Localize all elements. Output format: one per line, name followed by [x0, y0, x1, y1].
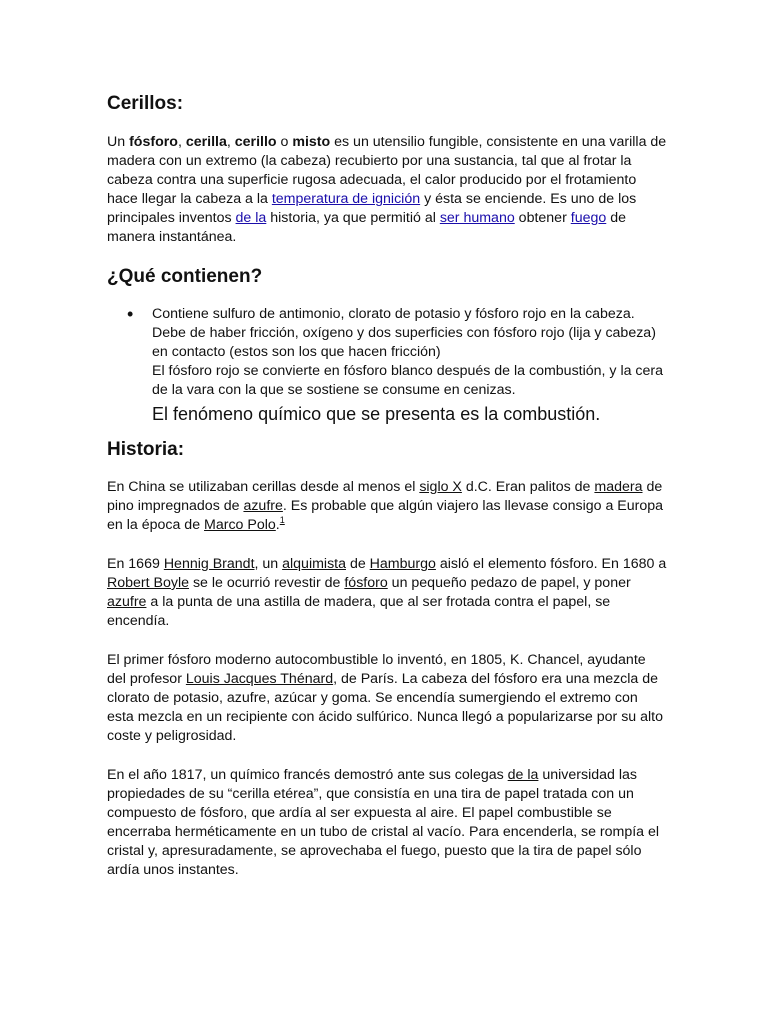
history-text: se le ocurrió revestir de	[189, 575, 345, 591]
history-text: , un	[254, 556, 283, 572]
history-text: universidad las propiedades de su “cerilla etérea”, que consistía en una tira de papel tratada con un compuesto de fósforo, que ardía al ser expuesta al aire. El papel combustible se encerraba herméticamente en un tubo de cristal al vacío. Para encenderla, se rompía el cristal y, apresuradamente, se aprovechaba el fuego, puesto que la tira de papel sólo ardía unos instantes.	[107, 767, 660, 878]
link-marco-polo[interactable]: Marco Polo	[204, 517, 276, 533]
history-text: El primer fósforo moderno autocombustible lo inventó, en 1805, K. Chancel, ayudante del profesor	[107, 652, 646, 687]
document-content	[107, 92, 667, 880]
link-alquimista[interactable]: alquimista	[282, 556, 346, 572]
link-ser-humano[interactable]: ser humano	[439, 210, 515, 226]
history-text: .	[275, 517, 280, 533]
bullet-line: El fósforo rojo se convierte en fósforo blanco después de la combustión, y la cera de la vara con la que se sostiene se consume en cenizas.	[152, 363, 664, 398]
intro-text: es un utensilio fungible, consistente en una varilla de madera con un extremo (la cabeza) recubierto por una sustancia, tal que al frotar la cabeza contra una superficie rugosa adecuada, el calor producido por el frotamiento hace llegar la cabeza a la	[107, 134, 667, 207]
history-text: de	[346, 556, 370, 572]
intro-text: y ésta se enciende. Es uno de los principales inventos	[107, 191, 637, 226]
history-paragraph-4	[107, 766, 667, 880]
term-fosforo: fósforo	[129, 134, 178, 150]
intro-paragraph	[107, 133, 667, 247]
bullet-icon: •	[127, 304, 134, 324]
link-azufre[interactable]: azufre	[243, 498, 283, 514]
intro-text: o	[276, 134, 293, 150]
history-paragraph-3	[107, 651, 667, 746]
link-hennig-brandt[interactable]: Hennig Brandt	[163, 556, 255, 572]
conclusion-text: El fenómeno químico que se presenta es la combustión.	[152, 404, 601, 424]
list-item	[107, 305, 667, 426]
link-de-la[interactable]: de la	[235, 210, 267, 226]
history-text: , de París. La cabeza del fósforo era una mezcla de clorato de potasio, azufre, azúcar y goma. Se encendía sumergiendo el extremo con esta mezcla en un recipiente con ácido sulfúrico. Nunca llegó a popularizarse por su alto coste y peligrosidad.	[107, 671, 663, 744]
heading-que-contienen: ¿Qué contienen?	[107, 266, 263, 287]
link-de-la[interactable]: de la	[507, 767, 539, 783]
link-louis-jacques-thenard[interactable]: Louis Jacques Thénard	[185, 671, 334, 687]
history-text: En 1669	[107, 556, 164, 572]
history-text: . Es probable que algún viajero las llevase consigo a Europa en la época de	[107, 498, 664, 533]
contents-list	[107, 305, 667, 426]
history-text: de pino impregnados de	[107, 479, 663, 514]
link-madera[interactable]: madera	[594, 479, 643, 495]
heading-cerillos: Cerillos:	[107, 93, 184, 114]
intro-text: de manera instantánea.	[107, 210, 626, 245]
history-paragraph-2	[107, 555, 667, 631]
term-cerilla: cerilla	[185, 134, 227, 150]
heading-historia: Historia:	[107, 439, 185, 460]
bullet-line: Contiene sulfuro de antimonio, clorato de potasio y fósforo rojo en la cabeza.	[152, 306, 635, 322]
link-hamburgo[interactable]: Hamburgo	[369, 556, 436, 572]
history-text: d.C. Eran palitos de	[461, 479, 595, 495]
term-cerillo: cerillo	[234, 134, 277, 150]
link-fuego[interactable]: fuego	[570, 210, 607, 226]
history-text: aisló el elemento fósforo. En 1680 a	[435, 556, 667, 572]
intro-text: Un	[107, 134, 130, 150]
intro-text: ,	[226, 134, 235, 150]
link-siglo-x[interactable]: siglo X	[419, 479, 462, 495]
history-text: En China se utilizaban cerillas desde al menos el	[107, 479, 420, 495]
link-temperatura-ignicion[interactable]: temperatura de ignición	[271, 191, 421, 207]
footnote-link[interactable]: 1	[279, 515, 285, 525]
intro-text: obtener	[514, 210, 571, 226]
bullet-line: Debe de haber fricción, oxígeno y dos superficies con fósforo rojo (lija y cabeza) en contacto (estos son los que hacen fricción)	[152, 325, 656, 360]
intro-text: historia, ya que permitió al	[266, 210, 440, 226]
link-azufre[interactable]: azufre	[107, 594, 147, 610]
history-paragraph-1	[107, 478, 667, 535]
history-text: En el año 1817, un químico francés demostró ante sus colegas	[107, 767, 508, 783]
intro-text: ,	[177, 134, 186, 150]
term-misto: misto	[292, 134, 331, 150]
history-text: a la punta de una astilla de madera, que al ser frotada contra el papel, se encendía.	[107, 594, 611, 629]
history-text: un pequeño pedazo de papel, y poner	[387, 575, 631, 591]
link-fosforo[interactable]: fósforo	[344, 575, 388, 591]
link-robert-boyle[interactable]: Robert Boyle	[107, 575, 190, 591]
